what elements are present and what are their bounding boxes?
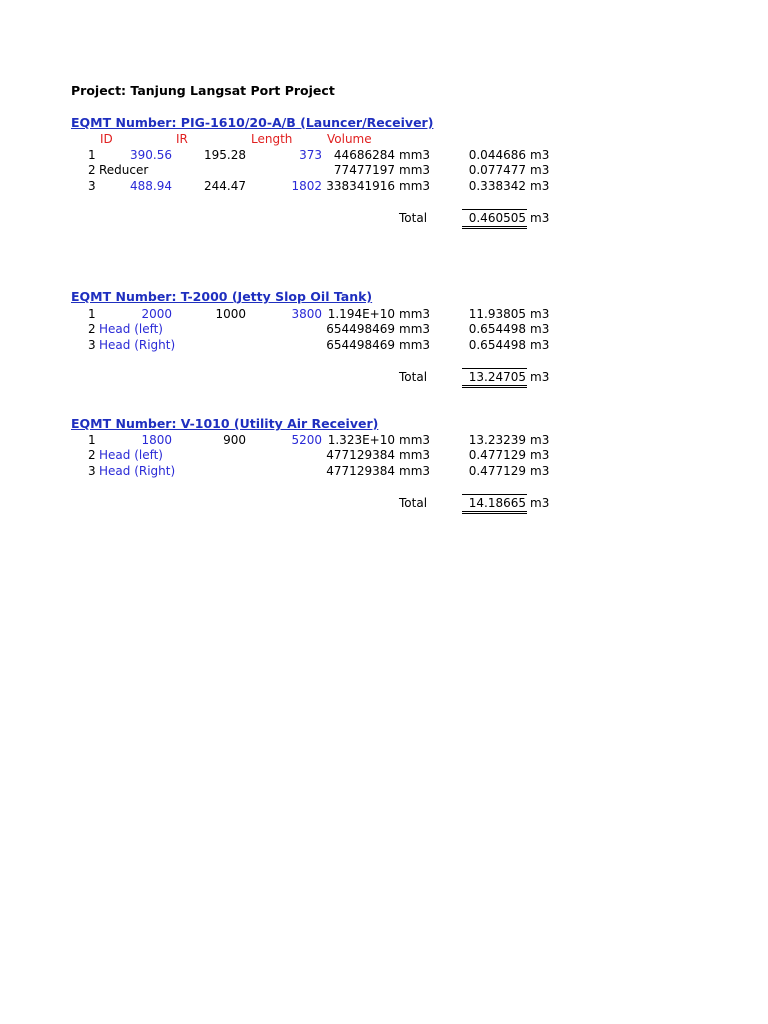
row-label: Head (left) [99, 448, 163, 462]
cell-volume-m3: 0.654498 [468, 322, 526, 336]
unit-mm3: mm3 [399, 179, 431, 193]
unit-m3: m3 [530, 307, 550, 321]
cell-id: 1800 [141, 433, 172, 447]
cell-volume-m3: 0.477129 [468, 448, 526, 462]
unit-m3: m3 [530, 338, 550, 352]
cell-length: 3800 [291, 307, 322, 321]
total-unit: m3 [530, 496, 550, 510]
cell-volume-mm3: 654498469 [326, 322, 395, 336]
unit-mm3: mm3 [399, 322, 431, 336]
unit-mm3: mm3 [399, 307, 431, 321]
cell-length: 1802 [291, 179, 322, 193]
cell-ir: 1000 [215, 307, 246, 321]
cell-volume-mm3: 77477197 [333, 163, 395, 177]
cell-ir: 900 [223, 433, 246, 447]
row-number: 1 [88, 433, 96, 447]
row-label: Reducer [99, 163, 149, 177]
cell-volume-m3: 0.654498 [468, 338, 526, 352]
cell-volume-mm3: 477129384 [326, 448, 395, 462]
cell-volume-mm3: 44686284 [333, 148, 395, 162]
unit-m3: m3 [530, 464, 550, 478]
cell-ir: 195.28 [204, 148, 246, 162]
row-number: 3 [88, 338, 96, 352]
unit-mm3: mm3 [399, 148, 431, 162]
cell-volume-m3: 0.077477 [468, 163, 526, 177]
cell-length: 5200 [291, 433, 322, 447]
row-number: 1 [88, 148, 96, 162]
row-number: 1 [88, 307, 96, 321]
cell-volume-mm3: 477129384 [326, 464, 395, 478]
section-title-v1010: EQMT Number: V-1010 (Utility Air Receiver) [71, 416, 379, 431]
cell-id: 390.56 [130, 148, 172, 162]
cell-id: 2000 [141, 307, 172, 321]
unit-mm3: mm3 [399, 448, 431, 462]
unit-mm3: mm3 [399, 464, 431, 478]
unit-m3: m3 [530, 433, 550, 447]
cell-volume-m3: 0.044686 [468, 148, 526, 162]
unit-mm3: mm3 [399, 338, 431, 352]
total-label: Total [399, 211, 428, 225]
row-number: 3 [88, 464, 96, 478]
total-value: 13.24705 [462, 368, 527, 388]
header-id: ID [100, 132, 113, 146]
unit-m3: m3 [530, 179, 550, 193]
unit-mm3: mm3 [399, 163, 431, 177]
header-volume: Volume [327, 132, 372, 146]
total-label: Total [399, 370, 428, 384]
row-number: 2 [88, 322, 96, 336]
row-number: 2 [88, 448, 96, 462]
unit-m3: m3 [530, 148, 550, 162]
unit-m3: m3 [530, 163, 550, 177]
cell-volume-m3: 11.93805 [468, 307, 526, 321]
row-number: 3 [88, 179, 96, 193]
section-title-pig: EQMT Number: PIG-1610/20-A/B (Launcer/Receiver) [71, 115, 434, 130]
row-label: Head (Right) [99, 338, 176, 352]
project-title: Project: Tanjung Langsat Port Project [71, 83, 335, 98]
cell-volume-m3: 0.338342 [468, 179, 526, 193]
total-label: Total [399, 496, 428, 510]
unit-m3: m3 [530, 448, 550, 462]
cell-length: 373 [299, 148, 322, 162]
header-length: Length [251, 132, 293, 146]
row-number: 2 [88, 163, 96, 177]
unit-mm3: mm3 [399, 433, 431, 447]
section-title-t2000: EQMT Number: T-2000 (Jetty Slop Oil Tank) [71, 289, 373, 304]
header-ir: IR [176, 132, 188, 146]
row-label: Head (Right) [99, 464, 176, 478]
total-value: 0.460505 [462, 209, 527, 229]
total-value: 14.18665 [462, 494, 527, 514]
unit-m3: m3 [530, 322, 550, 336]
total-unit: m3 [530, 370, 550, 384]
row-label: Head (left) [99, 322, 163, 336]
cell-volume-mm3: 1.323E+10 [327, 433, 395, 447]
total-unit: m3 [530, 211, 550, 225]
cell-volume-mm3: 1.194E+10 [327, 307, 395, 321]
cell-ir: 244.47 [204, 179, 246, 193]
cell-volume-mm3: 654498469 [326, 338, 395, 352]
cell-volume-mm3: 338341916 [326, 179, 395, 193]
cell-volume-m3: 13.23239 [468, 433, 526, 447]
cell-id: 488.94 [130, 179, 172, 193]
cell-volume-m3: 0.477129 [468, 464, 526, 478]
